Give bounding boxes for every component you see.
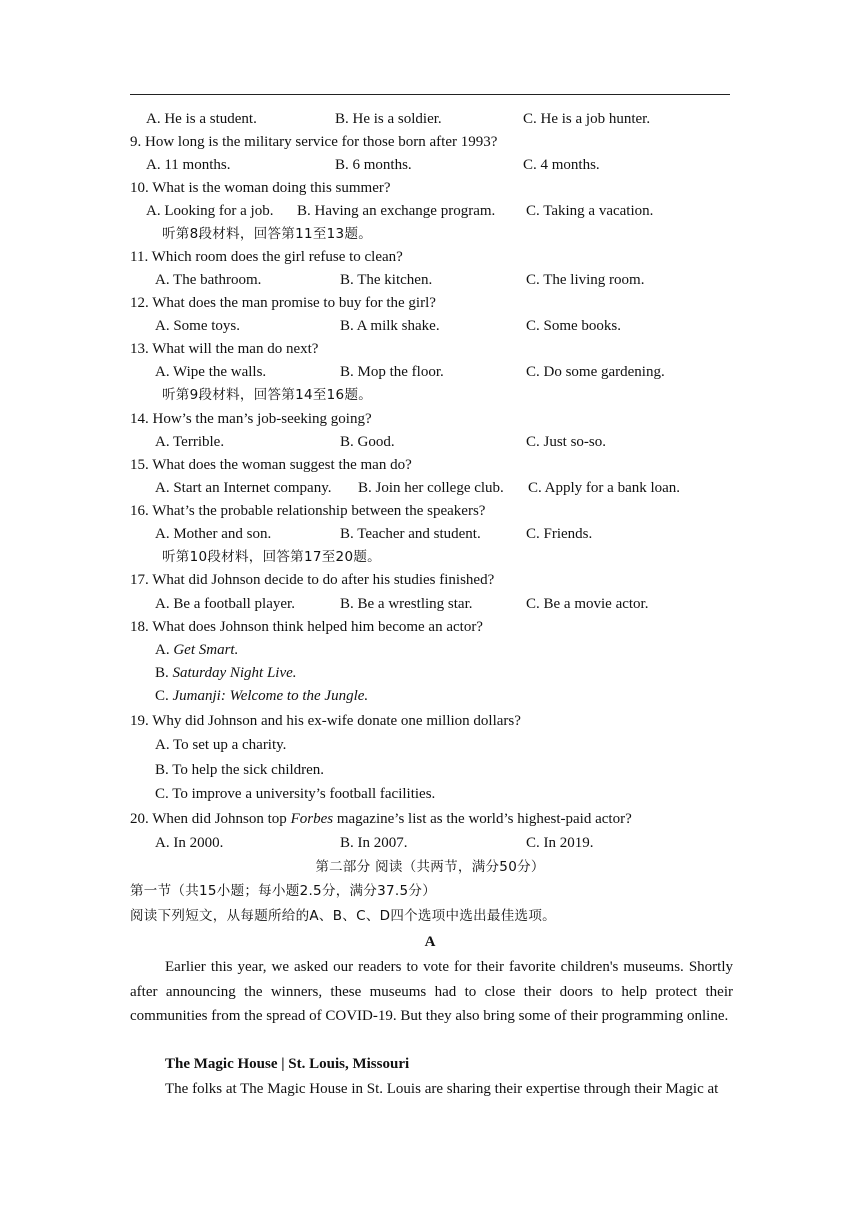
q18-option-b xyxy=(155,663,297,683)
q20-question-start: 20. When did Johnson top xyxy=(130,811,291,827)
section-8-heading: 听第8段材料，回答第11至13题。 xyxy=(162,226,373,242)
q13-option-b: B. Mop the floor. xyxy=(340,364,444,380)
q17-question: 17. What did Johnson decide to do after his studies finished? xyxy=(130,572,495,588)
q18-option-a xyxy=(155,640,238,660)
q20-question-italic: Forbes xyxy=(290,811,334,827)
q20-question-end: magazine’s list as the world’s highest-paid actor? xyxy=(333,811,632,827)
q11-option-c: C. The living room. xyxy=(526,272,645,288)
q17-option-c: C. Be a movie actor. xyxy=(526,596,649,612)
q15-option-a: A. Start an Internet company. xyxy=(155,480,332,496)
q9-question: 9. How long is the military service for those born after 1993? xyxy=(130,134,498,150)
q14-question: 14. How’s the man’s job-seeking going? xyxy=(130,411,372,427)
section-10-heading: 听第10段材料，回答第17至20题。 xyxy=(162,549,381,565)
q20-option-b: B. In 2007. xyxy=(340,835,408,851)
q11-option-b: B. The kitchen. xyxy=(340,272,433,288)
q16-option-a: A. Mother and son. xyxy=(155,526,272,542)
q12-option-a: A. Some toys. xyxy=(155,318,241,334)
q17-option-a: A. Be a football player. xyxy=(155,596,295,612)
q11-option-a: A. The bathroom. xyxy=(155,272,262,288)
q15-option-b: B. Join her college club. xyxy=(358,480,504,496)
q8-option-a: A. He is a student. xyxy=(146,111,257,127)
q18-option-a-title: Get Smart. xyxy=(173,642,239,658)
q10-option-a: A. Looking for a job. xyxy=(146,203,274,219)
q13-question: 13. What will the man do next? xyxy=(130,341,319,357)
q19-option-b: B. To help the sick children. xyxy=(155,762,325,778)
section-9-heading: 听第9段材料，回答第14至16题。 xyxy=(162,387,373,403)
q11-question: 11. Which room does the girl refuse to clean? xyxy=(130,249,403,265)
part-2-instruction: 阅读下列短文，从每题所给的A、B、C、D四个选项中选出最佳选项。 xyxy=(130,908,556,924)
passage-subheading: The Magic House | St. Louis, Missouri xyxy=(165,1056,410,1072)
q14-option-a: A. Terrible. xyxy=(155,434,225,450)
q15-option-c: C. Apply for a bank loan. xyxy=(528,480,681,496)
q18-option-a-letter: A. xyxy=(155,642,174,658)
q12-question: 12. What does the man promise to buy for the girl? xyxy=(130,295,436,311)
passage-paragraph-1: Earlier this year, we asked our readers to vote for their favorite children's museums. Shortly after announcing the winners, these museums had to close their doors to help protect their communities from the spread of COVID-19. But they also bring some of their programming online. xyxy=(130,959,733,1024)
q8-option-c: C. He is a job hunter. xyxy=(523,111,651,127)
q20-question xyxy=(130,809,632,829)
q10-option-c: C. Taking a vacation. xyxy=(526,203,654,219)
q16-option-c: C. Friends. xyxy=(526,526,593,542)
q8-option-b: B. He is a soldier. xyxy=(335,111,442,127)
q10-option-b: B. Having an exchange program. xyxy=(297,203,496,219)
part-2-title: 第二部分 阅读（共两节，满分50分） xyxy=(315,859,545,875)
q19-option-c: C. To improve a university’s football facilities. xyxy=(155,786,436,802)
q14-option-b: B. Good. xyxy=(340,434,395,450)
q15-question: 15. What does the woman suggest the man do? xyxy=(130,457,412,473)
q13-option-c: C. Do some gardening. xyxy=(526,364,665,380)
q16-option-b: B. Teacher and student. xyxy=(340,526,481,542)
q9-option-a: A. 11 months. xyxy=(146,157,231,173)
passage-paragraph-2: The folks at The Magic House in St. Louis are sharing their expertise through their Magic at xyxy=(165,1081,719,1097)
q17-option-b: B. Be a wrestling star. xyxy=(340,596,473,612)
q18-option-c xyxy=(155,686,368,706)
q20-option-c: C. In 2019. xyxy=(526,835,594,851)
q13-option-a: A. Wipe the walls. xyxy=(155,364,267,380)
q18-option-c-letter: C. xyxy=(155,688,173,704)
q20-option-a: A. In 2000. xyxy=(155,835,224,851)
q19-question: 19. Why did Johnson and his ex-wife donate one million dollars? xyxy=(130,713,521,729)
q18-option-c-title: Jumanji: Welcome to the Jungle. xyxy=(172,688,369,704)
q19-option-a: A. To set up a charity. xyxy=(155,737,287,753)
header-rule xyxy=(130,94,730,95)
q10-question: 10. What is the woman doing this summer? xyxy=(130,180,391,196)
q12-option-c: C. Some books. xyxy=(526,318,622,334)
q9-option-c: C. 4 months. xyxy=(523,157,600,173)
q18-option-b-title: Saturday Night Live. xyxy=(172,665,297,681)
q16-question: 16. What’s the probable relationship between the speakers? xyxy=(130,503,486,519)
q18-option-b-letter: B. xyxy=(155,665,173,681)
passage-label: A xyxy=(424,934,436,950)
q9-option-b: B. 6 months. xyxy=(335,157,412,173)
part-2-section-1: 第一节（共15小题；每小题2.5分，满分37.5分） xyxy=(130,883,437,899)
q18-question: 18. What does Johnson think helped him become an actor? xyxy=(130,619,483,635)
q12-option-b: B. A milk shake. xyxy=(340,318,440,334)
q14-option-c: C. Just so-so. xyxy=(526,434,607,450)
